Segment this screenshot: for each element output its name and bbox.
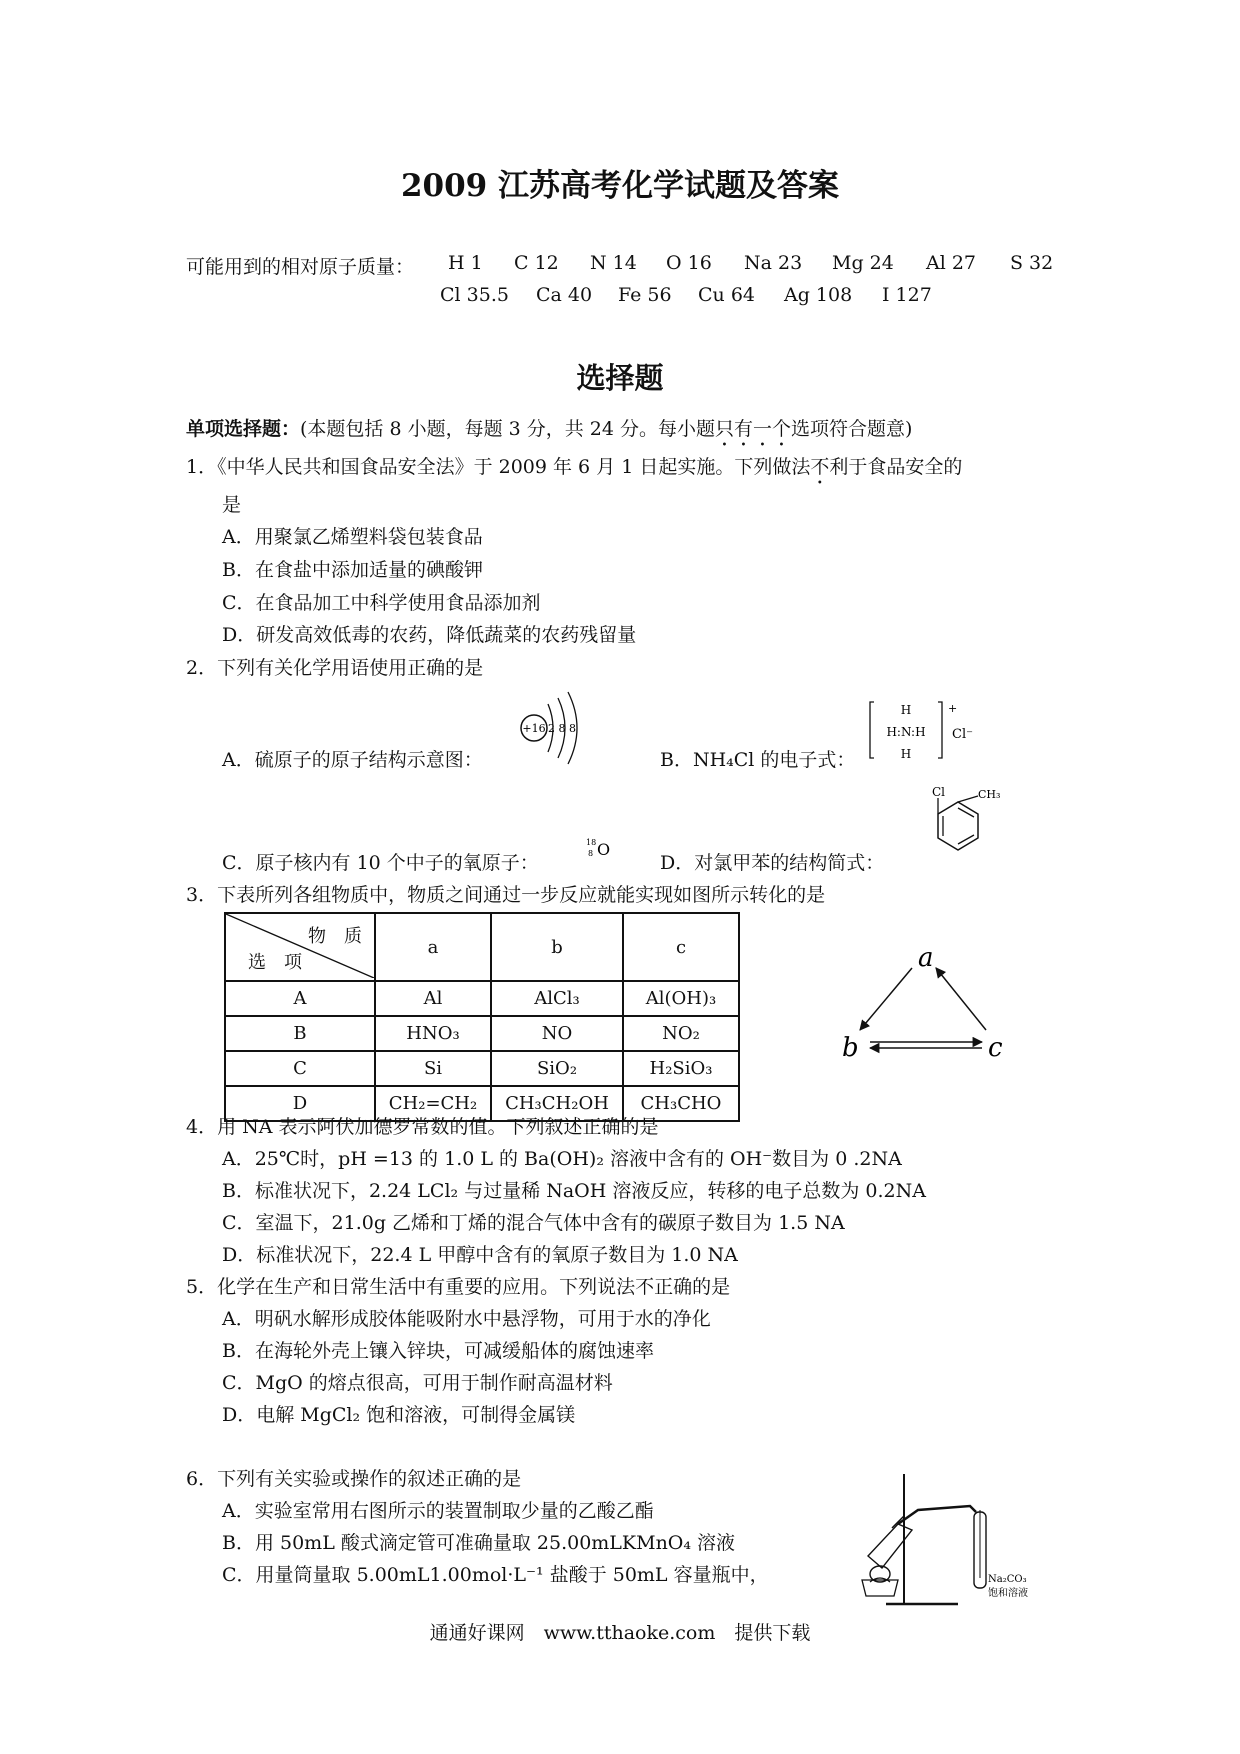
eformula-h-top: H — [900, 703, 912, 717]
node-c: c — [988, 1033, 1003, 1062]
table-row — [225, 1016, 739, 1051]
table-cell: HNO₃ — [375, 1016, 491, 1051]
table-cell: Si — [375, 1051, 491, 1086]
q1-option-d: D．研发高效低毒的农药，降低蔬菜的农药残留量 — [222, 624, 637, 646]
mass-h: H 1 — [448, 252, 483, 274]
mass-fe: Fe 56 — [618, 284, 672, 306]
node-b: b — [842, 1033, 859, 1062]
eformula-anion: Cl⁻ — [952, 727, 973, 742]
oxygen-symbol: O — [597, 840, 611, 859]
instructions-lead: 单项选择题： — [186, 418, 301, 440]
table-cell: CH₃CH₂OH — [491, 1086, 623, 1121]
table-cell: A — [225, 981, 375, 1016]
q5-stem: 5．化学在生产和日常生活中有重要的应用。下列说法不正确的是 — [186, 1276, 731, 1298]
apparatus-label-solution: 饱和溶液 — [988, 1588, 1028, 1599]
q6-option-b: B．用 50mL 酸式滴定管可准确量取 25.00mLKMnO₄ 溶液 — [222, 1532, 736, 1554]
q3-col-c: c — [623, 913, 739, 981]
q4-option-d: D．标准状况下，22.4 L 甲醇中含有的氧原子数目为 1.0 NA — [222, 1244, 738, 1266]
mass-cu: Cu 64 — [698, 284, 755, 306]
mass-i: I 127 — [882, 284, 932, 306]
instructions-tail: 选项符合题意) — [791, 418, 913, 440]
q3-table — [224, 912, 740, 1122]
nh4cl-electron-formula — [868, 700, 978, 762]
q1-stem-part2: 利于食品安全的 — [829, 456, 963, 478]
page-title: 2009 江苏高考化学试题及答案 — [400, 168, 840, 204]
node-a: a — [918, 943, 934, 973]
q3-header-option: 选 项 — [248, 952, 302, 973]
table-cell: Al — [375, 981, 491, 1016]
q3-col-a: a — [375, 913, 491, 981]
arrow-c-to-a — [936, 968, 986, 1030]
eformula-center: H:N:H — [886, 725, 926, 739]
mass-ag: Ag 108 — [784, 284, 853, 306]
table-cell: SiO₂ — [491, 1051, 623, 1086]
q4-option-a: A．25℃时，pH =13 的 1.0 L 的 Ba(OH)₂ 溶液中含有的 OH⁻数目为 0 .2NA — [222, 1148, 902, 1170]
mass-al: Al 27 — [926, 252, 977, 274]
p-chlorotoluene-structure — [912, 786, 1002, 866]
q5-option-a: A．明矾水解形成胶体能吸附水中悬浮物，可用于水的净化 — [222, 1308, 711, 1330]
mass-cl: Cl 35.5 — [440, 284, 509, 306]
q5-option-d: D．电解 MgCl₂ 饱和溶液，可制得金属镁 — [222, 1404, 576, 1426]
table-cell: B — [225, 1016, 375, 1051]
q4-option-c: C．室温下，21.0g 乙烯和丁烯的混合气体中含有的碳原子数目为 1.5 NA — [222, 1212, 845, 1234]
table-row — [225, 1051, 739, 1086]
sulfur-nucleus: +16 — [522, 722, 546, 735]
oxygen-atomic-number: 8 — [588, 849, 594, 858]
atomic-mass-label: 可能用到的相对原子质量： — [186, 256, 415, 278]
q3-table-header — [225, 913, 739, 981]
mass-na: Na 23 — [744, 252, 803, 274]
oxygen-18-nuclide — [584, 836, 614, 862]
mass-ca: Ca 40 — [536, 284, 593, 306]
mass-s: S 32 — [1010, 252, 1054, 274]
q6-option-a: A．实验室常用右图所示的装置制取少量的乙酸乙酯 — [222, 1500, 654, 1522]
mass-mg: Mg 24 — [832, 252, 894, 274]
q1-stem-part1: 1．《中华人民共和国食品安全法》于 2009 年 6 月 1 日起实施。下列做法 — [186, 456, 811, 478]
q2-option-a: A．硫原子的原子结构示意图： — [222, 749, 483, 771]
q3-col-b: b — [491, 913, 623, 981]
mass-c: C 12 — [514, 252, 559, 274]
apparatus-label-na2co3: Na₂CO₃ — [988, 1574, 1027, 1585]
q2-option-b: B．NH₄Cl 的电子式： — [660, 749, 856, 771]
sulfur-atom-diagram — [518, 690, 588, 770]
table-cell: CH₃CHO — [623, 1086, 739, 1121]
eformula-h-bottom: H — [900, 747, 912, 761]
q2-option-d: D．对氯甲苯的结构简式： — [660, 852, 885, 874]
q2-option-c: C．原子核内有 10 个中子的氧原子： — [222, 852, 539, 874]
table-cell: C — [225, 1051, 375, 1086]
q1-stem — [186, 452, 962, 489]
table-cell: D — [225, 1086, 375, 1121]
table-cell: NO — [491, 1016, 623, 1051]
table-cell: Al(OH)₃ — [623, 981, 739, 1016]
q1-option-b: B．在食盐中添加适量的碘酸钾 — [222, 559, 483, 581]
q3-header-substance: 物 质 — [308, 926, 362, 947]
q1-stem-emphasis: 不 — [810, 456, 830, 478]
table-row — [225, 981, 739, 1016]
q5-option-c: C．MgO 的熔点很高，可用于制作耐高温材料 — [222, 1372, 613, 1394]
table-cell: NO₂ — [623, 1016, 739, 1051]
eformula-charge: + — [948, 702, 958, 715]
table-cell: H₂SiO₃ — [623, 1051, 739, 1086]
mass-o: O 16 — [666, 252, 712, 274]
ring-ch3-label: CH₃ — [978, 788, 1001, 801]
q1-stem-continued: 是 — [222, 494, 242, 516]
oxygen-mass-number: 18 — [586, 838, 597, 847]
q6-option-c: C．用量筒量取 5.00mL1.00mol·L⁻¹ 盐酸于 50mL 容量瓶中， — [222, 1564, 769, 1586]
mass-n: N 14 — [590, 252, 637, 274]
q1-option-c: C．在食品加工中科学使用食品添加剂 — [222, 592, 541, 614]
arrow-a-to-b — [860, 968, 912, 1030]
instructions-emphasis: 只有一个 — [715, 418, 792, 440]
q4-option-b: B．标准状况下，2.24 LCl₂ 与过量稀 NaOH 溶液反应，转移的电子总数为 0.2NA — [222, 1180, 926, 1202]
table-cell: CH₂=CH₂ — [375, 1086, 491, 1121]
q2-stem: 2．下列有关化学用语使用正确的是 — [186, 657, 484, 679]
instructions-text: (本题包括 8 小题，每题 3 分，共 24 分。每小题 — [300, 418, 716, 440]
sulfur-shells: 2 8 8 — [548, 722, 576, 735]
q4-stem: 4．用 NA 表示阿伏加德罗常数的值。下列叙述正确的是 — [186, 1116, 659, 1138]
q3-header-diagonal — [225, 913, 375, 981]
q3-stem: 3．下表所列各组物质中，物质之间通过一步反应就能实现如图所示转化的是 — [186, 884, 826, 906]
ring-cl-label: Cl — [932, 786, 946, 799]
instructions — [186, 414, 912, 451]
q5-option-b: B．在海轮外壳上镶入锌块，可减缓船体的腐蚀速率 — [222, 1340, 654, 1362]
ethyl-acetate-apparatus — [858, 1470, 1058, 1610]
table-cell: AlCl₃ — [491, 981, 623, 1016]
conversion-triangle-diagram — [836, 942, 1016, 1062]
q6-stem: 6．下列有关实验或操作的叙述正确的是 — [186, 1468, 522, 1490]
q1-option-a: A．用聚氯乙烯塑料袋包装食品 — [222, 526, 483, 548]
footer-source: 通通好课网 www.tthaoke.com 提供下载 — [429, 1622, 811, 1644]
section-title: 选择题 — [576, 361, 664, 395]
